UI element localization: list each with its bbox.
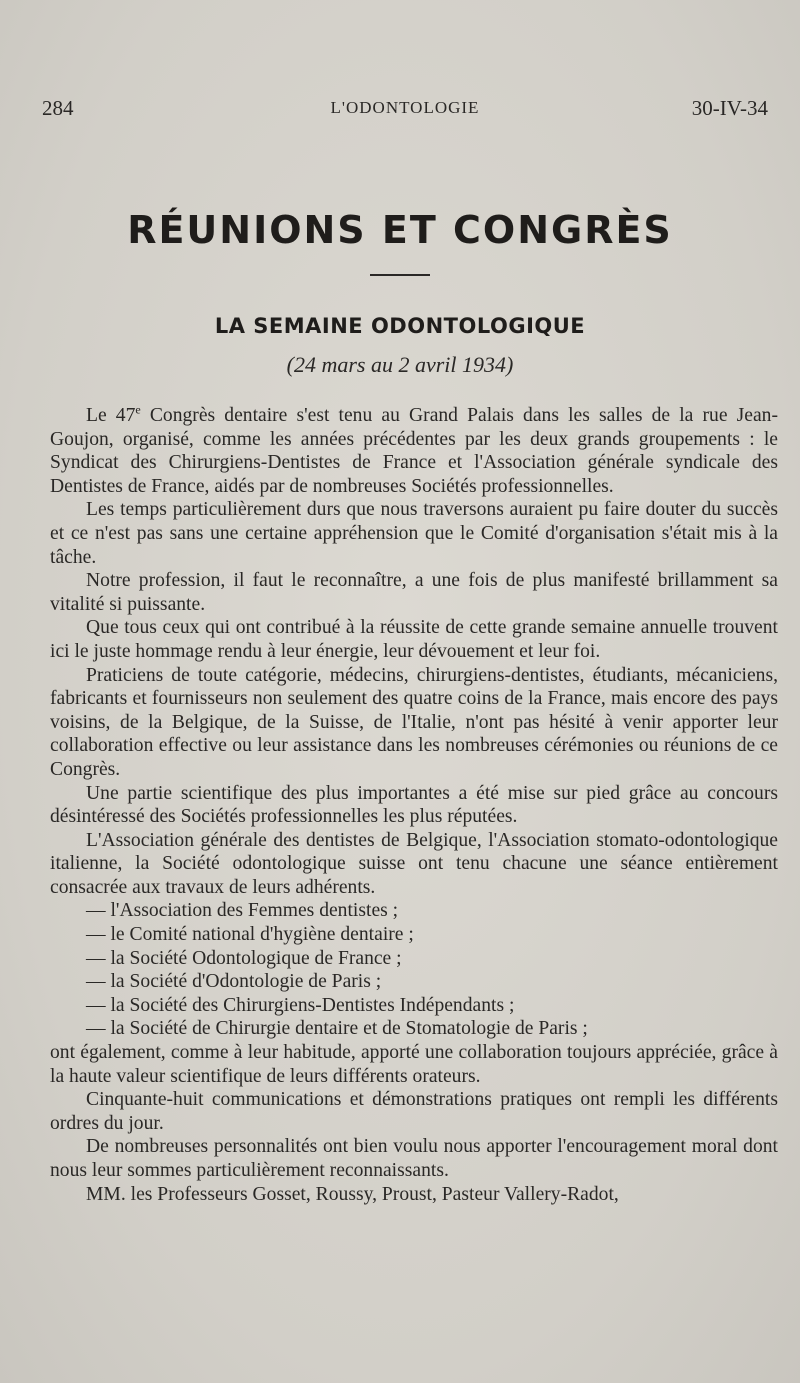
list-item: — la Société des Chirurgiens-Dentistes Indépendants ;: [86, 994, 515, 1016]
paragraph: Cinquante-huit communications et démonstrations pratiques ont rempli les différents ordres du jour.: [50, 1089, 778, 1134]
section-title: RÉUNIONS ET CONGRÈS: [127, 208, 673, 252]
article-body: [50, 404, 778, 1206]
paragraph: [50, 404, 778, 498]
list-item: — la Société de Chirurgie dentaire et de Stomatologie de Paris ;: [86, 1018, 588, 1040]
paragraph: Notre profession, il faut le reconnaître, a une fois de plus manifesté brillamment sa vitalité si puissante.: [50, 570, 778, 615]
paragraph-text: Le 47: [86, 405, 136, 426]
list-item: — la Société Odontologique de France ;: [86, 947, 402, 969]
title-divider: [370, 274, 430, 276]
paragraph-text: Congrès dentaire s'est tenu au Grand Palais dans les salles de la rue Jean-Goujon, organisé, comme les années précédentes par les deux grands groupements : le Syndicat des Chirurgiens-Dentistes de France et l'Association générale syndicale des Dentistes de France, aidés par de nombreuses Sociétés professionnelles.: [50, 405, 778, 497]
list-item: — le Comité national d'hygiène dentaire ;: [86, 924, 414, 946]
paragraph: Que tous ceux qui ont contribué à la réussite de cette grande semaine annuelle trouvent ici le juste hommage rendu à leur énergie, leur dévouement et leur foi.: [50, 617, 778, 662]
running-header: [42, 96, 768, 122]
issue-date: 30-IV-34: [691, 96, 768, 120]
article-subtitle: (24 mars au 2 avril 1934): [286, 352, 514, 377]
article-title: LA SEMAINE ODONTOLOGIQUE: [214, 314, 586, 338]
paragraph: MM. les Professeurs Gosset, Roussy, Proust, Pasteur Vallery-Radot,: [86, 1183, 619, 1205]
paragraph: Une partie scientifique des plus importantes a été mise sur pied grâce au concours désintéressé des Sociétés professionnelles les plus réputées.: [50, 782, 778, 828]
paragraph: ont également, comme à leur habitude, apporté une collaboration toujours appréciée, grâce à la haute valeur scientifique de leurs différents orateurs.: [50, 1042, 778, 1087]
superscript: e: [135, 402, 141, 417]
paragraph: Les temps particulièrement durs que nous traversons auraient pu faire douter du succès et ce n'est pas sans une certaine appréhension que le Comité d'organisation s'était mis à la tâche.: [50, 499, 778, 568]
page-number: 284: [42, 96, 74, 120]
paragraph: L'Association générale des dentistes de Belgique, l'Association stomato-odontologique italienne, la Société odontologique suisse ont tenu chacune une séance entièrement consacrée aux travaux de leurs adhérents.: [50, 829, 778, 898]
paragraph: De nombreuses personnalités ont bien voulu nous apporter l'encouragement moral dont nous leur sommes particulièrement reconnaissants.: [50, 1136, 778, 1181]
list-item: — l'Association des Femmes dentistes ;: [86, 900, 399, 922]
paragraph: Praticiens de toute catégorie, médecins, chirurgiens-dentistes, étudiants, mécaniciens, fabricants et fournisseurs non seulement des quatre coins de la France, mais encore des pays voisins, de la Belgique, de la Suisse, de l'Italie, n'ont pas hésité à venir apporter leur collaboration effective ou leur assistance dans les nombreuses cérémonies ou réunions de ce Congrès.: [50, 664, 778, 780]
journal-title: L'ODONTOLOGIE: [330, 98, 480, 117]
list-item: — la Société d'Odontologie de Paris ;: [86, 971, 382, 993]
